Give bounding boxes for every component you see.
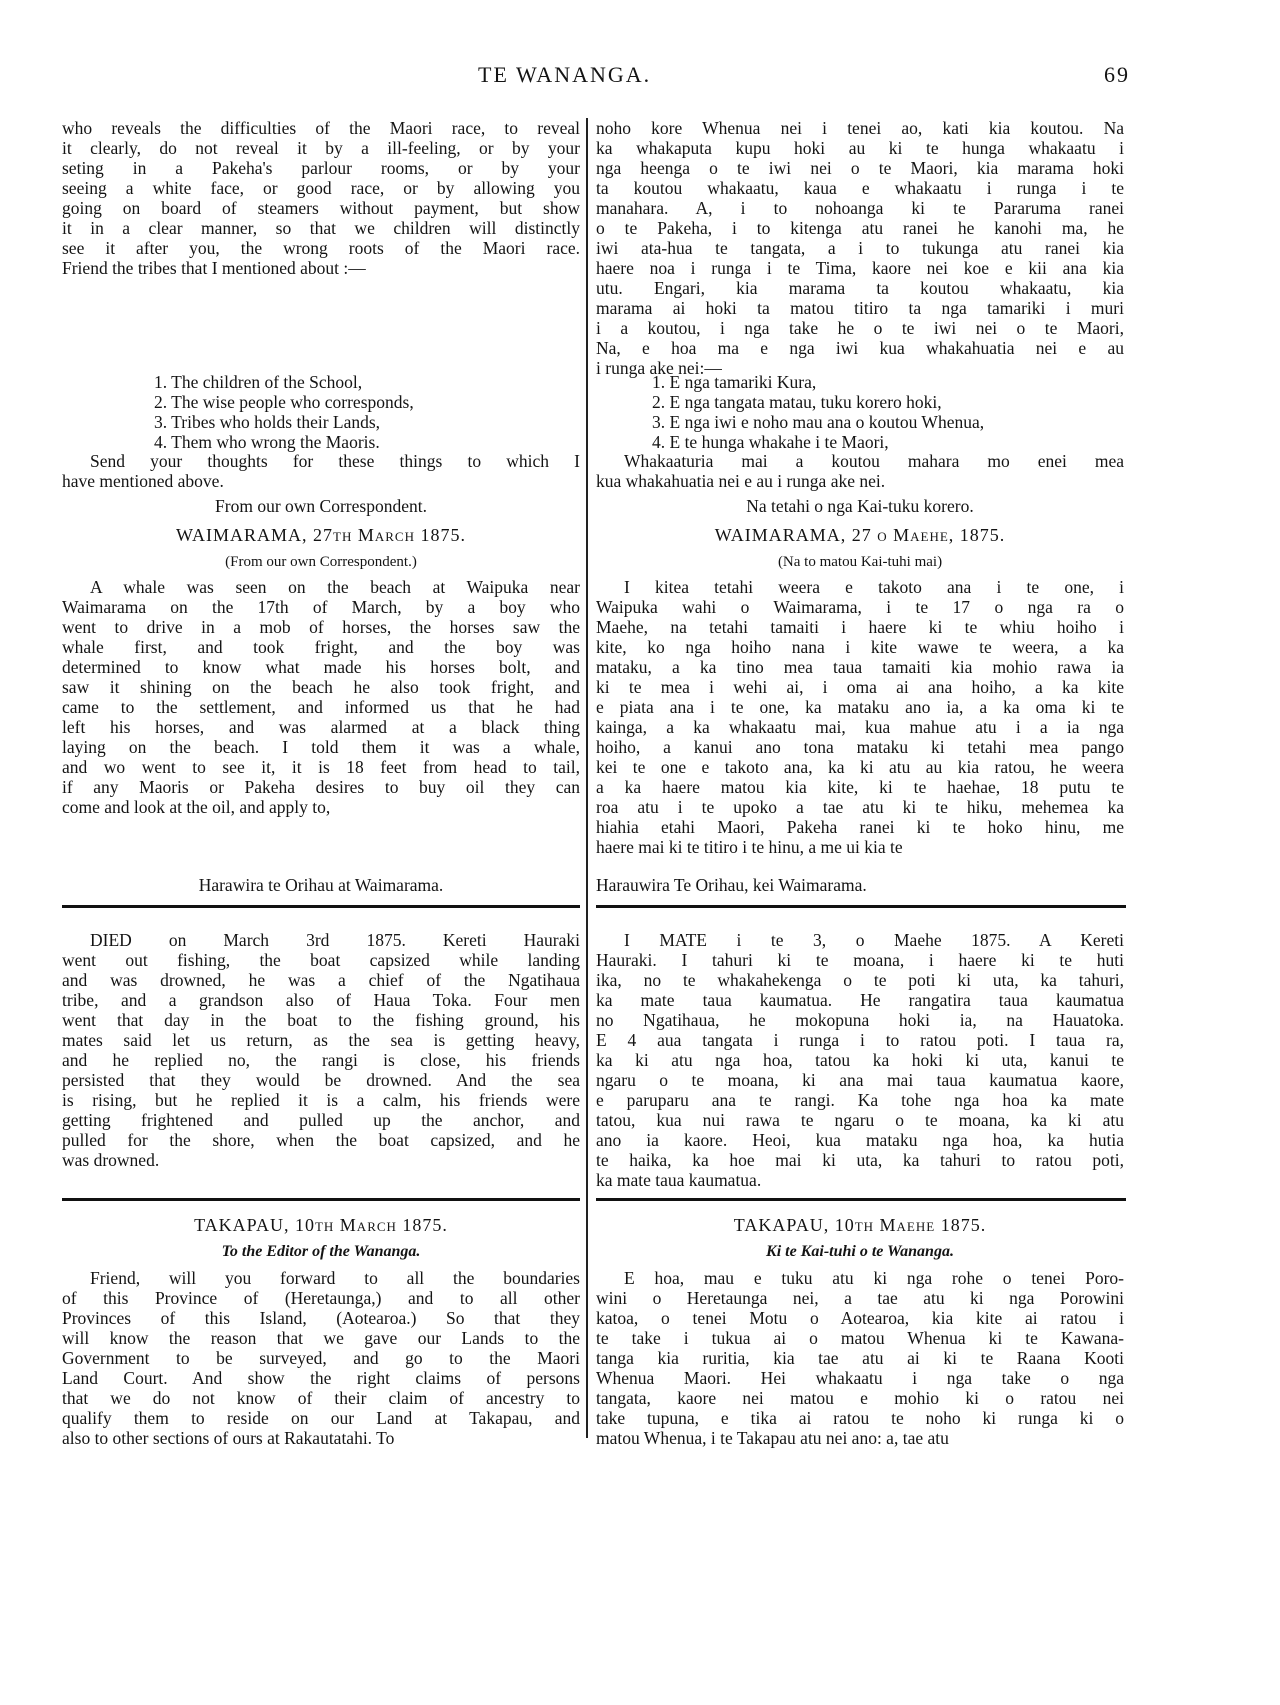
text-line: Whenua Maori. Hei whakaatu i nga take o nga (596, 1368, 1124, 1388)
text-line: i a koutou, i nga take he o te iwi nei o te Maori, (596, 318, 1124, 338)
text-line: roa atu i te upoko a tae atu ki te hiku, mehemea ka (596, 797, 1124, 817)
text-line: Provinces of this Island, (Aotearoa.) So that they (62, 1308, 580, 1328)
text-line: Na, e hoa ma e nga iwi kua whakahuatia nei e au (596, 338, 1124, 358)
page-title: TE WANANGA. (478, 62, 652, 87)
text-line: ano ia kaore. Heoi, kua mataku nga hoa, ka hutia (596, 1130, 1124, 1150)
text-line: tangata, kaore nei matou e mohio ki o ratou nei (596, 1388, 1124, 1408)
text-line: no Ngatihaua, he mokopuna hoki ia, na Hauatoka. (596, 1010, 1124, 1030)
whale-block (596, 577, 1124, 857)
text-line: going on board of steamers without payment, but show (62, 198, 580, 218)
text-line: E hoa, mau e tuku atu ki nga rohe o tenei Poro- (624, 1268, 1124, 1288)
text-line: noho kore Whenua nei i tenei ao, kati kia koutou. Na (596, 118, 1124, 138)
section-subheading: Ki te Kai-tuhi o te Wananga. (766, 1243, 954, 1260)
section-heading: TAKAPAU, 10th March 1875. (194, 1215, 448, 1235)
from-block (62, 496, 580, 516)
takapau-sub-block (62, 1241, 580, 1263)
text-line: Send your thoughts for these things to which I (90, 451, 580, 471)
text-line: E 4 aua tangata i runga i to ratou poti. I taua ra, (596, 1030, 1124, 1050)
section-heading: WAIMARAMA, 27 o Maehe, 1875. (714, 525, 1006, 545)
text-line: also to other sections of ours at Rakautatahi. To (62, 1428, 395, 1448)
section-heading: WAIMARAMA, 27th March 1875. (176, 525, 466, 545)
intro-block (62, 118, 580, 278)
text-line: whale first, and took fright, and the boy was (62, 637, 580, 657)
from-block (596, 496, 1124, 516)
takapau-heading-block (62, 1213, 580, 1237)
text-line: persisted that they would be drowned. And the sea (62, 1070, 580, 1090)
text-line: went that day in the boat to the fishing ground, his (62, 1010, 580, 1030)
text-line: kainga, a ka whakaatu mai, kua mahue atu i a ia nga (596, 717, 1124, 737)
text-line: ngaru o te moana, ki ana mai taua kaumatua kaore, (596, 1070, 1124, 1090)
section-rule (596, 1198, 1126, 1201)
text-line: Maehe, na tetahi tamaiti i haere ki te whiu hoiho i (596, 617, 1124, 637)
text-line: matou Whenua, i te Takapau atu nei ano: a, tae atu (596, 1428, 949, 1448)
section-subheading: (From our own Correspondent.) (225, 554, 417, 570)
text-line: pulled for the shore, when the boat capsized, and he (62, 1130, 580, 1150)
text-line: e paruparu ana te rangi. Ka tohe nga hoa ka mate (596, 1090, 1124, 1110)
text-line: that we do not know of their claim of ancestry to (62, 1388, 580, 1408)
send-block (596, 451, 1124, 491)
text-line: Waipuka wahi o Waimarama, i te 17 o nga ra o (596, 597, 1124, 617)
text-line: was drowned. (62, 1150, 160, 1170)
whale-heading-block (62, 523, 580, 547)
takapau-heading-block (596, 1213, 1124, 1237)
text-line: katoa, o tenei Motu o Aotearoa, kia kite ai ratou i (596, 1308, 1124, 1328)
text-line: 4. E te hunga whakahe i te Maori, (652, 432, 889, 452)
page-number: 69 (1104, 62, 1130, 87)
text-line: take tupuna, e tika ai ratou te noho ki runga ki o (596, 1408, 1124, 1428)
text-line: 2. The wise people who corresponds, (154, 392, 414, 412)
text-line: and was drowned, he was a chief of the Ngatihaua (62, 970, 580, 990)
text-line: marama ai hoki ta matou titiro ta nga tamariki i muri (596, 298, 1124, 318)
text-line: came to the settlement, and informed us that he had (62, 697, 580, 717)
text-line: Waimarama on the 17th of March, by a boy who (62, 597, 580, 617)
text-line: te take i tukua ai o matou Whenua ki te Kawana- (596, 1328, 1124, 1348)
text-line: ka mate taua kaumatua. He rangatira taua kaumatua (596, 990, 1124, 1010)
text-line: Land Court. And show the right claims of persons (62, 1368, 580, 1388)
text-line: i runga ake nei:— (596, 358, 722, 378)
text-line: kei te one e takoto ana, ka ki atu au kia ratou, he weera (596, 757, 1124, 777)
text-line: determined to know what made his horses bolt, and (62, 657, 580, 677)
text-line: who reveals the difficulties of the Maori race, to reveal (62, 118, 580, 138)
text-line: ki te mea i wehi ai, i oma ai ana hoiho, a ka kite (596, 677, 1124, 697)
text-line: From our own Correspondent. (215, 496, 427, 516)
text-line: Na tetahi o nga Kai-tuku korero. (746, 496, 974, 516)
text-line: I kitea tetahi weera e takoto ana i te one, i (624, 577, 1124, 597)
whale-sig-block (596, 875, 1124, 895)
text-line: hoiho, a kanui ano tona mataku ki tetahi mea pango (596, 737, 1124, 757)
section-rule (62, 905, 580, 908)
text-line: o te Pakeha, i to kitenga atu ranei he kanohi ma, he (596, 218, 1124, 238)
text-line: utu. Engari, kia marama ta koutou whakaatu, kia (596, 278, 1124, 298)
text-line: have mentioned above. (62, 471, 224, 491)
section-heading: TAKAPAU, 10th Maehe 1875. (733, 1215, 987, 1235)
section-rule (596, 905, 1126, 908)
text-line: DIED on March 3rd 1875. Kereti Hauraki (90, 930, 580, 950)
text-line: iwi ata-hua te tangata, a i to tukunga atu ranei kia (596, 238, 1124, 258)
text-line: a ka haere matou kia kite, ki te haehae, 18 putu te (596, 777, 1124, 797)
text-line: haere mai ki te titiro i te hinu, a me ui kia te (596, 837, 903, 857)
text-line: getting frightened and pulled up the anchor, and (62, 1110, 580, 1130)
text-line: tribe, and a grandson also of Haua Toka. Four men (62, 990, 580, 1010)
text-line: qualify them to reside on our Land at Takapau, and (62, 1408, 580, 1428)
text-line: ta koutou whakaatu, kaua e whakaatu i runga i te (596, 178, 1124, 198)
text-line: went to drive in a mob of horses, the horses saw the (62, 617, 580, 637)
text-line: mataku, a ka tino mea taua tamaiti kia mohio rawa ia (596, 657, 1124, 677)
text-line: if any Maoris or Pakeha desires to buy oil they can (62, 777, 580, 797)
text-line: seeing a white face, or good race, or by allowing you (62, 178, 580, 198)
whale-block (62, 577, 580, 817)
text-line: 2. E nga tangata matau, tuku korero hoki, (652, 392, 942, 412)
section-subheading: To the Editor of the Wananga. (221, 1243, 421, 1260)
text-line: 1. E nga tamariki Kura, (652, 372, 817, 392)
text-line: mates said let us return, as the sea is getting heavy, (62, 1030, 580, 1050)
text-line: nga heenga o te iwi nei o te Maori, kia marama hoki (596, 158, 1124, 178)
text-line: of this Province of (Heretaunga,) and to all other (62, 1288, 580, 1308)
text-line: hiahia etahi Maori, Pakeha ranei ki te hoko hinu, me (596, 817, 1124, 837)
text-line: ka mate taua kaumatua. (596, 1170, 762, 1190)
died-block (62, 930, 580, 1170)
text-line: manahara. A, i to nohoanga ki te Pararuma ranei (596, 198, 1124, 218)
whale-sub-block (596, 551, 1124, 573)
text-line: I MATE i te 3, o Maehe 1875. A Kereti (624, 930, 1124, 950)
text-line: Government to be surveyed, and go to the Maori (62, 1348, 580, 1368)
text-line: 1. The children of the School, (154, 372, 363, 392)
whale-sig-block (62, 875, 580, 895)
takapau-block (596, 1268, 1124, 1448)
text-line: saw it shining on the beach he also took fright, and (62, 677, 580, 697)
text-line: wini o Heretaunga nei, a tae atu ki nga Porowini (596, 1288, 1124, 1308)
text-line: and he replied no, the rangi is close, his friends (62, 1050, 580, 1070)
text-line: ka ki atu nga hoa, tatou ka hoki ki uta, kanui te (596, 1050, 1124, 1070)
text-line: Whakaaturia mai a koutou mahara mo enei mea (624, 451, 1124, 471)
text-line: Friend, will you forward to all the boundaries (90, 1268, 580, 1288)
text-line: ka whakaputa kupu hoki au ki te hunga whakaatu i (596, 138, 1124, 158)
text-line: A whale was seen on the beach at Waipuka near (90, 577, 580, 597)
takapau-sub-block (596, 1241, 1124, 1263)
text-line: Hauraki. I tahuri ki te moana, i haere ki te huti (596, 950, 1124, 970)
text-line: it in a clear manner, so that we children will distinctly (62, 218, 580, 238)
text-line: 3. E nga iwi e noho mau ana o koutou Whenua, (652, 412, 985, 432)
text-line: see it after you, the wrong roots of the Maori race. (62, 238, 580, 258)
text-line: seting in a Pakeha's parlour rooms, or by your (62, 158, 580, 178)
list-block (596, 372, 1124, 452)
text-line: 3. Tribes who holds their Lands, (154, 412, 381, 432)
died-block (596, 930, 1124, 1190)
text-line: tatou, kua nui rawa te ngaru o te moana, ka ki atu (596, 1110, 1124, 1130)
text-line: 4. Them who wrong the Maoris. (154, 432, 380, 452)
text-line: Harawira te Orihau at Waimarama. (198, 875, 444, 895)
text-line: Friend the tribes that I mentioned about :— (62, 258, 366, 278)
text-line: kite, ko nga hoiho nana i kite wawe te weera, a ka (596, 637, 1124, 657)
text-line: tanga kia ruritia, kia tae atu ai ki te Raana Kooti (596, 1348, 1124, 1368)
text-line: come and look at the oil, and apply to, (62, 797, 331, 817)
text-line: is rising, but he replied it is a calm, his friends were (62, 1090, 580, 1110)
section-subheading: (Na to matou Kai-tuhi mai) (777, 554, 943, 570)
text-line: haere noa i runga i te Tima, kaore nei koe e kii ana kia (596, 258, 1124, 278)
text-line: te haika, ka hoe mai ki uta, ka tahuri to ratou poti, (596, 1150, 1124, 1170)
text-line: e piata ana i te one, ka mataku ano ia, a ka oma ki te (596, 697, 1124, 717)
text-line: laying on the beach. I told them it was a whale, (62, 737, 580, 757)
text-line: went out fishing, the boat capsized while landing (62, 950, 580, 970)
text-line: ika, no te whakahekenga o te poti ki uta, ka tahuri, (596, 970, 1124, 990)
whale-sub-block (62, 551, 580, 573)
send-block (62, 451, 580, 491)
column-divider (586, 118, 588, 1438)
text-line: Harauwira Te Orihau, kei Waimarama. (596, 875, 867, 895)
section-rule (62, 1198, 580, 1201)
text-line: and wo went to see it, it is 18 feet from head to tail, (62, 757, 580, 777)
text-line: it clearly, do not reveal it by a ill-feeling, or by your (62, 138, 580, 158)
text-line: will know the reason that we gave our Lands to the (62, 1328, 580, 1348)
text-line: left his horses, and was alarmed at a black thing (62, 717, 580, 737)
whale-heading-block (596, 523, 1124, 547)
intro-block (596, 118, 1124, 378)
takapau-block (62, 1268, 580, 1448)
text-line: kua whakahuatia nei e au i runga ake nei. (596, 471, 886, 491)
list-block (62, 372, 580, 452)
